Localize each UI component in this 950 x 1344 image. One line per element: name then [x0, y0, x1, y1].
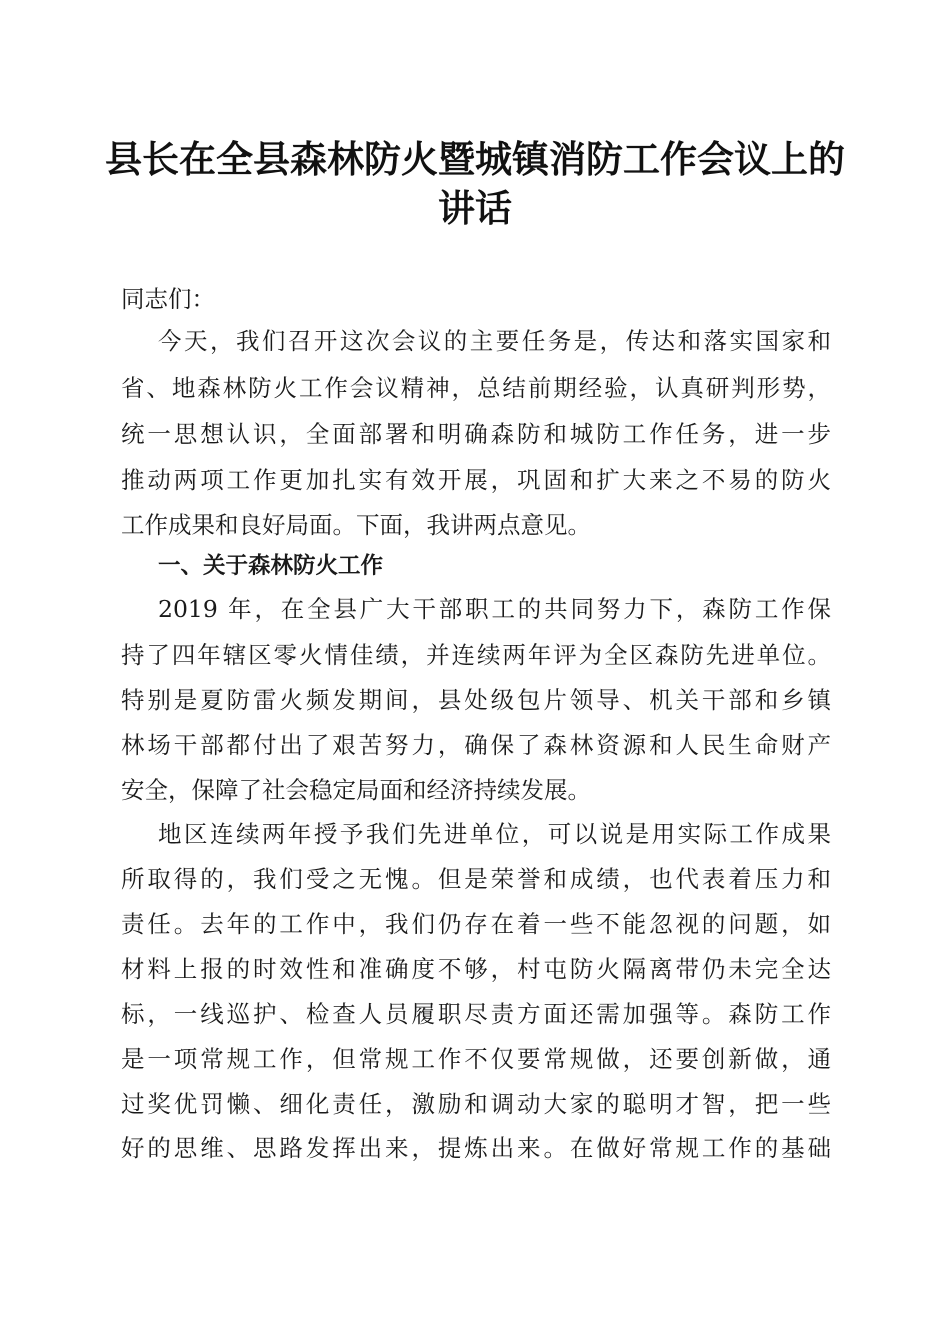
- paragraph-line: 标，一线巡护、检查人员履职尽责方面还需加强等。森防工作: [121, 1000, 831, 1028]
- paragraph-line: 工作成果和良好局面。下面，我讲两点意见。: [121, 511, 591, 539]
- paragraph-line: 是一项常规工作，但常规工作不仅要常规做，还要创新做，通: [121, 1045, 831, 1073]
- salutation: 同志们：: [121, 285, 215, 313]
- paragraph-line: 安全，保障了社会稳定局面和经济持续发展。: [121, 776, 591, 804]
- paragraph-line: 地区连续两年授予我们先进单位，可以说是用实际工作成果: [158, 820, 831, 848]
- paragraph-line: 特别是夏防雷火频发期间，县处级包片领导、机关干部和乡镇: [121, 686, 831, 714]
- document-title-line-1: 县长在全县森林防火暨城镇消防工作会议上的: [105, 137, 845, 181]
- paragraph-line: 好的思维、思路发挥出来，提炼出来。在做好常规工作的基础: [121, 1134, 831, 1162]
- paragraph-line: 省、地森林防火工作会议精神，总结前期经验，认真研判形势，: [121, 374, 831, 402]
- paragraph-line: 统一思想认识，全面部署和明确森防和城防工作任务，进一步: [121, 420, 831, 448]
- paragraph-line: 今天，我们召开这次会议的主要任务是，传达和落实国家和: [158, 327, 831, 355]
- paragraph-line: 责任。去年的工作中，我们仍存在着一些不能忽视的问题，如: [121, 910, 831, 938]
- paragraph-line: 材料上报的时效性和准确度不够，村屯防火隔离带仍未完全达: [121, 955, 831, 983]
- paragraph-line: 2019 年，在全县广大干部职工的共同努力下，森防工作保: [158, 595, 831, 623]
- paragraph-line: 推动两项工作更加扎实有效开展，巩固和扩大来之不易的防火: [121, 466, 831, 494]
- document-title-line-2: 讲话: [438, 186, 512, 230]
- paragraph-line: 过奖优罚懒、细化责任，激励和调动大家的聪明才智，把一些: [121, 1090, 831, 1118]
- section-heading: 一、关于森林防火工作: [158, 553, 384, 579]
- paragraph-line: 林场干部都付出了艰苦努力，确保了森林资源和人民生命财产: [121, 731, 831, 759]
- paragraph-line: 持了四年辖区零火情佳绩，并连续两年评为全区森防先进单位。: [121, 641, 831, 669]
- paragraph-line: 所取得的，我们受之无愧。但是荣誉和成绩，也代表着压力和: [121, 865, 831, 893]
